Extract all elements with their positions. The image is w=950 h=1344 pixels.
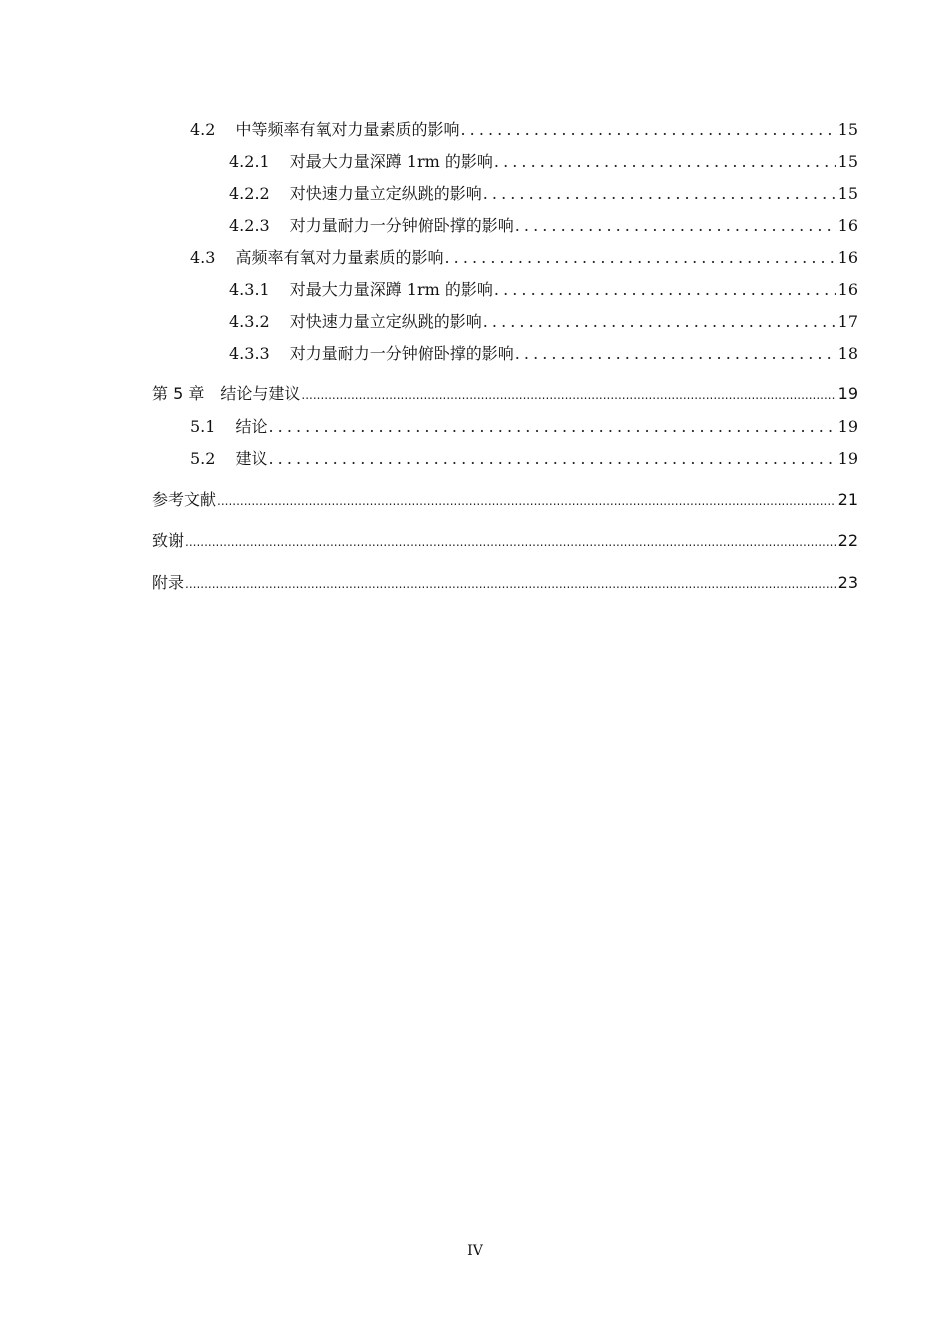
toc-entry-page: 19 [837, 449, 858, 468]
dot-leader [460, 120, 835, 140]
toc-entry-5-2[interactable] [190, 449, 858, 469]
toc-entry-number: 4.3.2 [229, 312, 270, 331]
dot-leader [515, 216, 836, 236]
toc-entry-4-2-1[interactable] [229, 152, 858, 172]
toc-entry-title: 对力量耐力一分钟俯卧撑的影响 [289, 216, 514, 235]
dot-leader [483, 184, 836, 204]
dot-leader [515, 344, 836, 364]
toc-entry-4-3-2[interactable] [229, 312, 858, 332]
toc-entry-number: 4.3 [190, 248, 216, 267]
toc-entry-page: 15 [837, 120, 858, 139]
toc-entry-page: 19 [837, 417, 858, 436]
toc-entry-number: 4.2.2 [229, 184, 270, 203]
toc-entry-4-2-3[interactable] [229, 216, 858, 236]
toc-entry-number: 4.2 [190, 120, 216, 139]
page-number: IV [467, 1243, 483, 1259]
dot-leader [185, 573, 836, 594]
toc-entry-page: 18 [837, 344, 858, 363]
toc-entry-title: 中等频率有氧对力量素质的影响 [235, 120, 460, 139]
toc-entry-references[interactable] [152, 490, 858, 511]
toc-entry-number: 4.2.1 [229, 152, 270, 171]
toc-entry-title: 对力量耐力一分钟俯卧撑的影响 [289, 344, 514, 363]
toc-entry-4-3-1[interactable] [229, 280, 858, 300]
toc-entry-title: 参考文献 [152, 490, 217, 509]
toc-entry-title: 结论与建议 [220, 384, 301, 403]
toc-entry-title: 对快速力量立定纵跳的影响 [289, 312, 482, 331]
dot-leader [483, 312, 836, 332]
dot-leader [301, 384, 835, 405]
dot-leader [268, 417, 835, 437]
toc-entry-page: 19 [837, 384, 858, 403]
toc-entry-number: 4.2.3 [229, 216, 270, 235]
toc-entry-page: 17 [837, 312, 858, 331]
dot-leader [217, 490, 836, 511]
toc-entry-5-1[interactable] [190, 417, 858, 437]
dot-leader [494, 152, 836, 172]
toc-entry-page: 16 [837, 280, 858, 299]
toc-entry-page: 21 [837, 490, 858, 509]
toc-entry-title: 对快速力量立定纵跳的影响 [289, 184, 482, 203]
toc-entry-number: 4.3.1 [229, 280, 270, 299]
toc-entry-chapter-5[interactable] [152, 384, 858, 405]
toc-entry-title: 对最大力量深蹲 1rm 的影响 [289, 280, 493, 299]
toc-entry-title: 结论 [235, 417, 268, 436]
toc-entry-number: 5.1 [190, 417, 216, 436]
toc-entry-number: 第 5 章 [152, 384, 205, 403]
toc-entry-page: 23 [837, 573, 858, 592]
toc-entry-4-3[interactable] [190, 248, 858, 268]
toc-entry-4-2-2[interactable] [229, 184, 858, 204]
toc-entry-4-2[interactable] [190, 120, 858, 140]
toc-entry-4-3-3[interactable] [229, 344, 858, 364]
dot-leader [494, 280, 836, 300]
dot-leader [444, 248, 835, 268]
toc-entry-acknowledgements[interactable] [152, 531, 858, 552]
toc-entry-page: 16 [837, 248, 858, 267]
toc-entry-number: 5.2 [190, 449, 216, 468]
toc-entry-number: 4.3.3 [229, 344, 270, 363]
toc-entry-title: 建议 [235, 449, 268, 468]
toc-entry-title: 致谢 [152, 531, 185, 550]
toc-entry-page: 15 [837, 184, 858, 203]
toc-entry-title: 对最大力量深蹲 1rm 的影响 [289, 152, 493, 171]
toc-entry-title: 附录 [152, 573, 185, 592]
toc-entry-appendix[interactable] [152, 573, 858, 594]
toc-entry-title: 高频率有氧对力量素质的影响 [235, 248, 444, 267]
toc-entry-page: 22 [837, 531, 858, 550]
dot-leader [268, 449, 835, 469]
dot-leader [185, 531, 836, 552]
toc-entry-page: 15 [837, 152, 858, 171]
toc-entry-page: 16 [837, 216, 858, 235]
